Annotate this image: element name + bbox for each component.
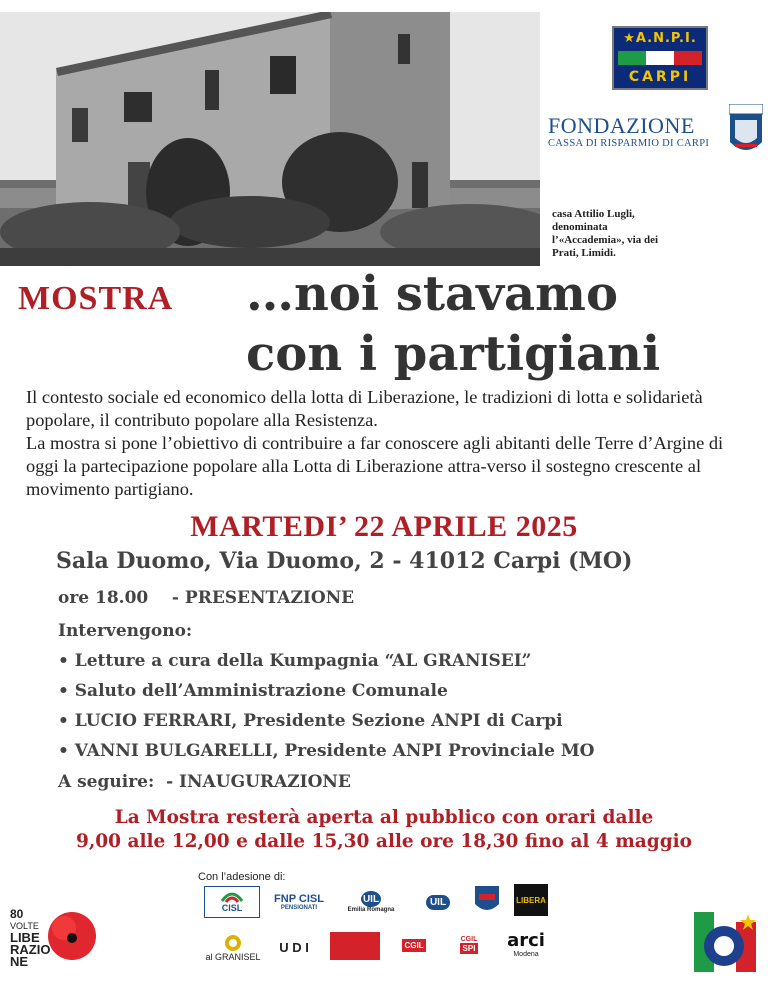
volte-word: VOLTE <box>10 921 39 931</box>
arci-logo <box>500 926 552 962</box>
volte-ra: RA <box>10 942 29 957</box>
mostra-label: MOSTRA <box>18 280 174 317</box>
poppy-icon <box>44 908 100 964</box>
fnp-cisl-logo <box>270 886 328 918</box>
anpi-logo-top: ★A.N.P.I. <box>623 31 697 46</box>
intro-paragraph <box>26 386 756 501</box>
libera-text: LIBERA <box>516 895 546 905</box>
presentation-time-text: ore 18.00 - PRESENTAZIONE <box>58 588 355 608</box>
intro-text-2: La mostra si pone l’obiettivo di contribuire a far conoscere agli abitanti delle Terre d’Argine di oggi la partecipazione popolare alla Lotta di Liberazione attra-verso il sostegno crescente al movimento partigiano. <box>26 433 724 499</box>
80-volte-liberazione-logo <box>10 908 100 984</box>
inauguration-line <box>58 772 351 792</box>
exhibition-title-line1: …noi stavamo <box>246 266 618 322</box>
fnp-cisl-sub: PENSIONATI <box>280 905 318 911</box>
presentation-time <box>58 588 354 608</box>
al-granisel-logo <box>198 930 268 966</box>
cgil-logo <box>400 930 428 960</box>
event-date: MARTEDI’ 22 APRILE 2025 <box>190 510 578 543</box>
fondazione-logo <box>548 114 724 149</box>
union-badge-logo <box>472 884 502 916</box>
uil-logo <box>414 886 462 918</box>
italian-flag-icon <box>618 51 702 65</box>
cisl-mark-icon <box>220 891 244 903</box>
anpi-carpi-logo <box>612 26 708 90</box>
exhibition-title-line2: con i partigiani <box>246 326 661 382</box>
program-item: • Saluto dell’Amministrazione Comunale <box>58 681 448 701</box>
arci-sub: Modena <box>513 951 539 958</box>
fnp-cisl-text: FNP CISL <box>274 893 324 905</box>
program-item: • Letture a cura della Kumpagnia “AL GRANISEL” <box>58 651 532 671</box>
volte-ne: NE <box>10 954 29 969</box>
cisl-text: CISL <box>221 903 243 913</box>
uil-text-2: UIL <box>426 895 450 910</box>
spi-text: SPI <box>460 943 479 954</box>
volte-libe: LIBE <box>10 930 40 945</box>
inauguration-text: A seguire: - INAUGURAZIONE <box>58 772 351 792</box>
opening-hours-line1: La Mostra resterà aperta al pubblico con orari dalle <box>114 807 654 828</box>
uil-text: UIL <box>361 891 381 907</box>
shield-icon <box>473 884 501 916</box>
cgil-text: CGIL <box>404 940 424 950</box>
opening-hours-line2: 9,00 alle 12,00 e dalle 15,30 alle ore 18,30 fino al 4 maggio <box>75 831 693 852</box>
cisl-logo <box>204 886 260 918</box>
uil-emilia-logo <box>346 886 396 918</box>
fondazione-title: FONDAZIONE <box>548 113 695 138</box>
tricolor-80-icon <box>694 912 756 972</box>
volte-80: 80 <box>10 907 24 921</box>
udi-text: U D I <box>279 939 309 955</box>
intro-text-1: Il contesto sociale ed economico della lotta di Liberazione, le tradizioni di lotta e solidarietà popolare, il contributo popolare alla Resistenza. <box>26 387 703 430</box>
event-venue: Sala Duomo, Via Duomo, 2 - 41012 Carpi (MO) <box>56 548 633 574</box>
farmhouse-photo <box>0 12 540 266</box>
spi-cgil-text: CGIL <box>460 936 478 943</box>
speakers-label: Intervengono: <box>58 621 193 641</box>
program-item: • LUCIO FERRARI, Presidente Sezione ANPI di Carpi <box>58 711 563 731</box>
anniversary-badge <box>694 912 756 972</box>
fondazione-subtitle: CASSA DI RISPARMIO DI CARPI <box>548 138 710 149</box>
volte-zio: ZIO <box>28 942 51 957</box>
al-granisel-text: al GRANISEL <box>205 952 261 962</box>
libera-logo <box>514 884 548 916</box>
opening-hours <box>0 806 768 854</box>
spi-cgil-logo <box>446 930 492 960</box>
udi-logo <box>272 928 316 966</box>
uil-sub: Emilia Romagna <box>347 907 395 913</box>
red-banner-logo <box>330 932 380 960</box>
grain-icon <box>224 934 242 952</box>
program-item: • VANNI BULGARELLI, Presidente ANPI Provinciale MO <box>58 741 595 761</box>
photo-caption: casa Attilio Lugli, denominata l’«Accademia», via dei Prati, Limidi. <box>552 208 659 259</box>
anpi-logo-bottom: CARPI <box>628 69 692 85</box>
sponsors-label: Con l’adesione di: <box>198 871 286 883</box>
arci-text: arci <box>507 930 545 951</box>
fondazione-crest-icon <box>729 104 763 158</box>
